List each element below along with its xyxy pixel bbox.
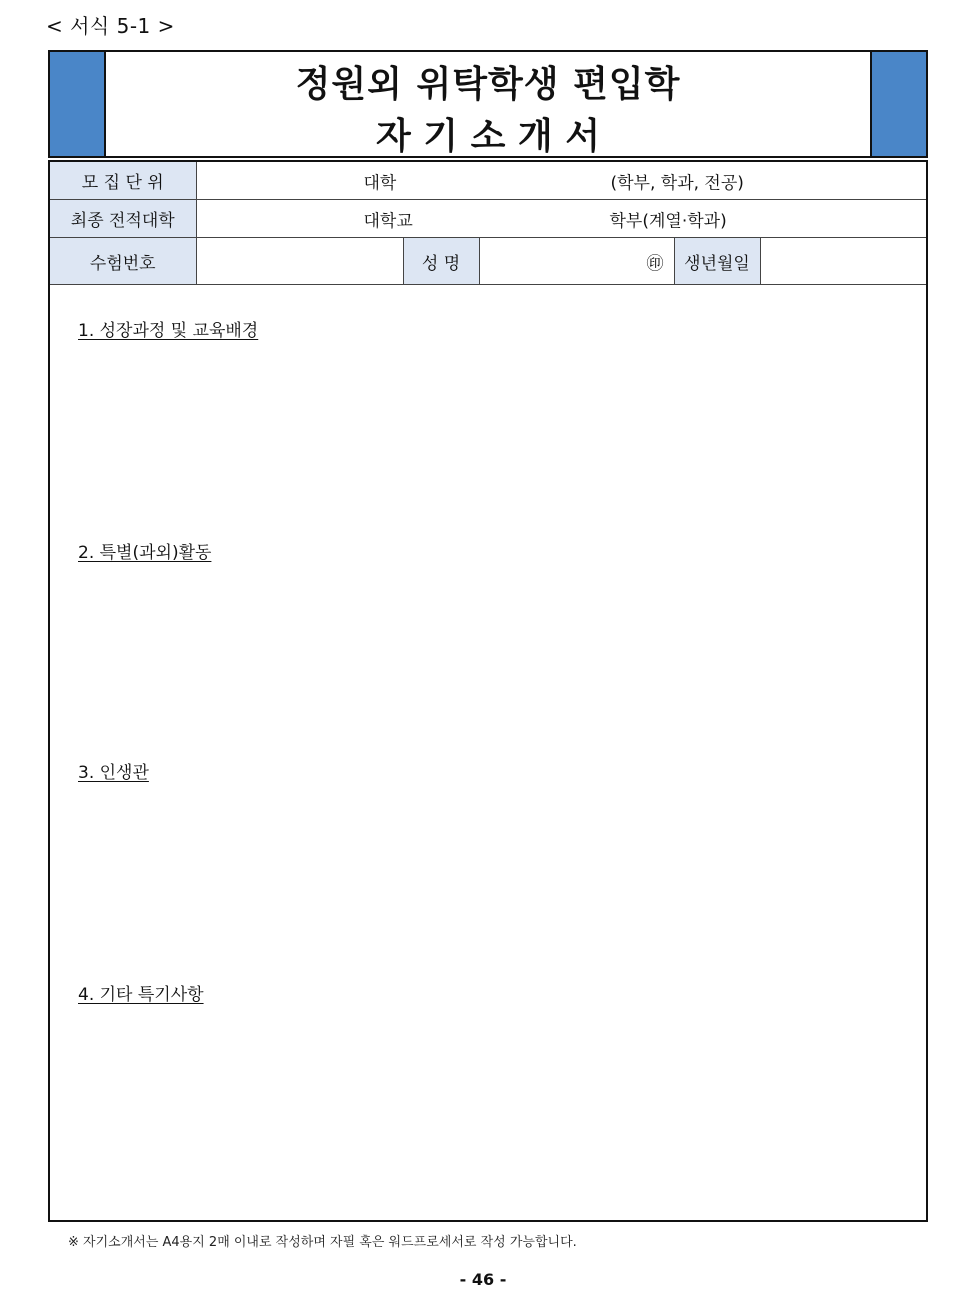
title-accent-right [870,52,926,156]
section-life-view: 3. 인생관 [78,763,149,783]
footnote: ※ 자기소개서는 A4용지 2매 이내로 작성하며 자필 혹은 워드프로세서로 작성 가능합니다. [68,1235,577,1250]
section-growth-education: 1. 성장과정 및 교육배경 [78,321,259,341]
recruit-unit-dept-label: (학부, 학과, 전공) [610,173,744,193]
section-other-notes: 4. 기타 특기사항 [78,985,204,1005]
document-subtitle: 자 기 소 개 서 [375,116,600,157]
previous-university-label: 대학교 [363,211,413,231]
exam-number-header: 수험번호 [50,238,196,285]
seal-icon: ㊞ [646,253,664,274]
previous-dept-label: 학부(계열·학과) [609,211,727,231]
applicant-info-table [50,162,926,285]
previous-college-header: 최종 전적대학 [50,200,196,238]
form-label: < 서식 5-1 > [46,14,175,38]
exam-number-field[interactable] [196,238,403,285]
form-body [48,160,928,1222]
applicant-row [50,238,926,285]
title-box [48,50,928,158]
title-accent-left [50,52,106,156]
name-header: 성 명 [403,238,479,285]
previous-college-row [50,200,926,238]
recruit-unit-row [50,162,926,200]
previous-college-field[interactable] [196,200,926,238]
birthdate-header: 생년월일 [674,238,760,285]
page-number: - 46 - [459,1270,507,1289]
recruit-unit-field[interactable] [196,162,926,200]
recruit-unit-header: 모 집 단 위 [50,162,196,200]
birthdate-field[interactable] [760,238,926,285]
recruit-unit-college-label: 대학 [363,173,397,193]
name-field[interactable] [479,238,674,285]
section-extracurricular: 2. 특별(과외)활동 [78,543,212,563]
document-title: 정원외 위탁학생 편입학 [295,64,681,105]
